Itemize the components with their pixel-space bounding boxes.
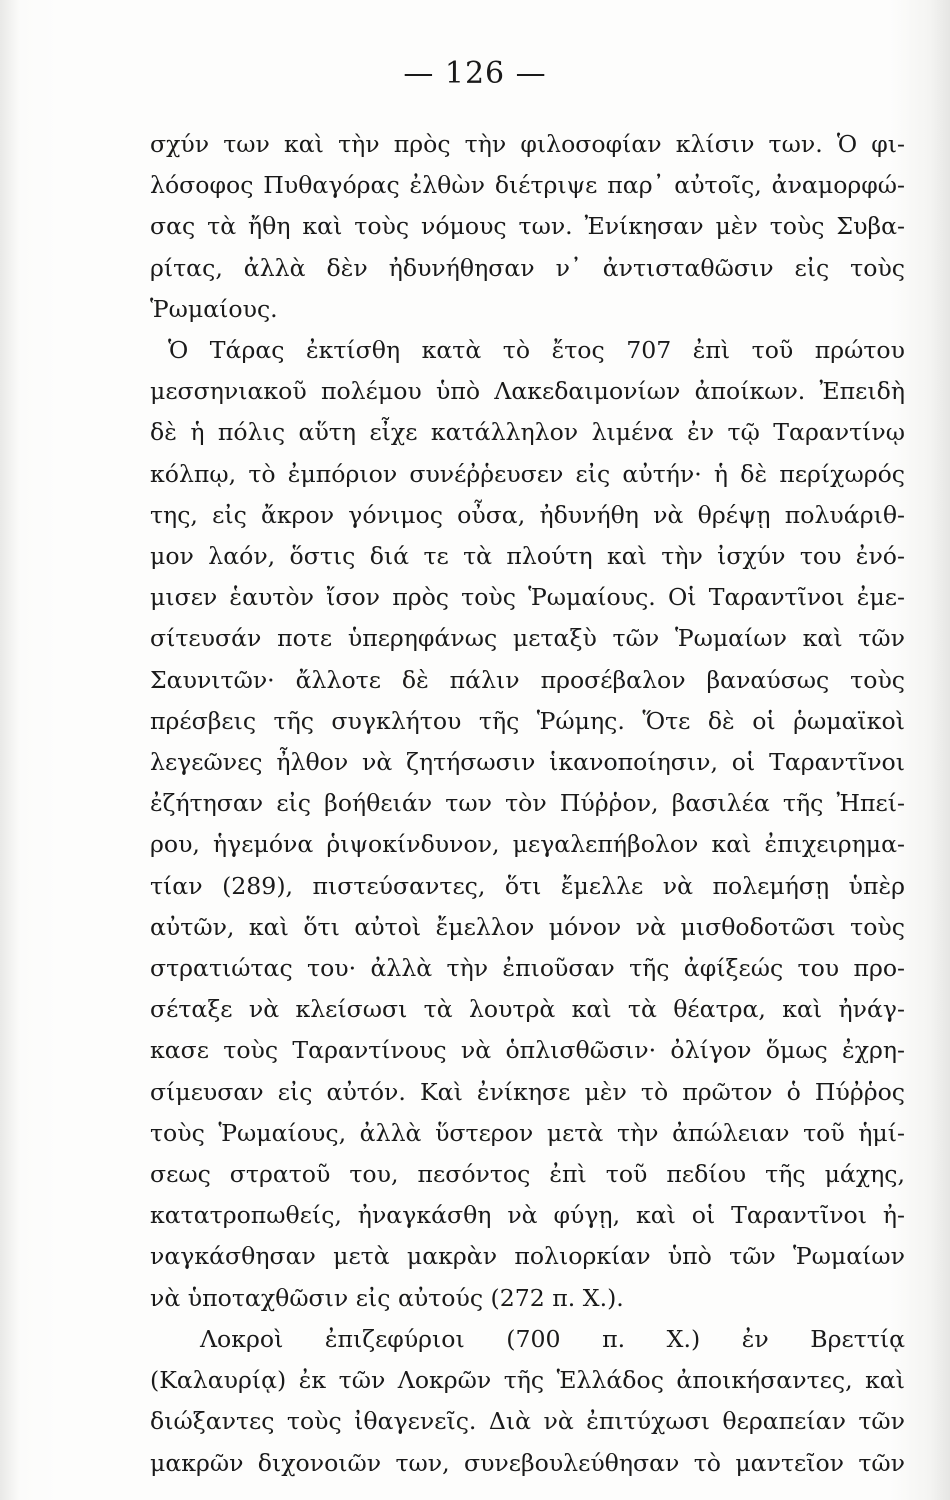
text-line: στρατιώτας του· ἀλλὰ τὴν ἐπιοῦσαν τῆς ἀφίξεώς του προ- [150, 954, 905, 983]
text-line: σας τὰ ἤθη καὶ τοὺς νόμους των. Ἐνίκησαν μὲν τοὺς Συβα- [150, 212, 905, 241]
text-line: Λοκροὶ ἐπιζεφύριοι (700 π. Χ.) ἐν Βρεττίᾳ [200, 1324, 905, 1353]
text-line: αὐτῶν, καὶ ὅτι αὐτοὶ ἔμελλον μόνον νὰ μισθοδοτῶσι τοὺς [150, 912, 905, 941]
text-line: διώξαντες τοὺς ἰθαγενεῖς. Διὰ νὰ ἐπιτύχωσι θεραπείαν τῶν [150, 1407, 905, 1436]
text-line: νὰ ὑποταχθῶσιν εἰς αὐτούς (272 π. Χ.). [150, 1283, 624, 1312]
text-line: της, εἰς ἄκρον γόνιμος οὖσα, ἠδυνήθη νὰ θρέψῃ πολυάριθ- [150, 500, 905, 529]
text-line: μεσσηνιακοῦ πολέμου ὑπὸ Λακεδαιμονίων ἀποίκων. Ἐπειδὴ [150, 377, 905, 406]
text-line: δὲ ἡ πόλις αὕτη εἶχε κατάλληλον λιμένα ἐν τῷ Ταραντίνῳ [150, 418, 905, 447]
text-line: σέταξε νὰ κλείσωσι τὰ λουτρὰ καὶ τὰ θέατρα, καὶ ἠνάγ- [150, 995, 905, 1024]
text-line: λεγεῶνες ἦλθον νὰ ζητήσωσιν ἱκανοποίησιν, οἱ Ταραντῖνοι [150, 748, 905, 777]
text-line: ρου, ἡγεμόνα ῥιψοκίνδυνον, μεγαλεπήβολον καὶ ἐπιχειρημα- [150, 830, 905, 859]
text-line: κόλπῳ, τὸ ἐμπόριον συνέῤῥευσεν εἰς αὐτήν· ἡ δὲ περίχωρός [150, 459, 905, 488]
text-line: Ὁ Τάρας ἐκτίσθη κατὰ τὸ ἔτος 707 ἐπὶ τοῦ πρώτου [168, 336, 905, 365]
text-line: πρέσβεις τῆς συγκλήτου τῆς Ῥώμης. Ὅτε δὲ οἱ ῥωμαϊκοὶ [150, 706, 905, 735]
text-line: ρίτας, ἀλλὰ δὲν ἠδυνήθησαν ν᾽ ἀντισταθῶσιν εἰς τοὺς [150, 253, 905, 282]
text-line: Σαυνιτῶν· ἄλλοτε δὲ πάλιν προσέβαλον βαναύσως τοὺς [150, 665, 905, 694]
text-line: τοὺς Ῥωμαίους, ἀλλὰ ὕστερον μετὰ τὴν ἀπώλειαν τοῦ ἡμί- [150, 1118, 905, 1147]
text-line: κασε τοὺς Ταραντίνους νὰ ὁπλισθῶσιν· ὀλίγον ὅμως ἐχρη- [150, 1036, 905, 1065]
text-line: ἐζήτησαν εἰς βοήθειάν των τὸν Πύῤῥον, βασιλέα τῆς Ἠπεί- [150, 789, 905, 818]
text-line: μον λαόν, ὅστις διά τε τὰ πλούτη καὶ τὴν ἰσχύν του ἐνό- [150, 542, 905, 571]
text-line: μακρῶν διχονοιῶν των, συνεβουλεύθησαν τὸ μαντεῖον τῶν [150, 1448, 905, 1477]
text-line: σχύν των καὶ τὴν πρὸς τὴν φιλοσοφίαν κλίσιν των. Ὁ φι- [150, 130, 905, 158]
text-line: σίμευσαν εἰς αὐτόν. Καὶ ἐνίκησε μὲν τὸ πρῶτον ὁ Πύῤῥος [150, 1077, 905, 1106]
text-line: μισεν ἑαυτὸν ἴσον πρὸς τοὺς Ῥωμαίους. Οἱ Ταραντῖνοι ἐμε- [150, 583, 905, 612]
text-line: Ῥωμαίους. [150, 294, 278, 323]
text-line: σεως στρατοῦ του, πεσόντος ἐπὶ τοῦ πεδίου τῆς μάχης, [150, 1160, 905, 1189]
text-line: τίαν (289), πιστεύσαντες, ὅτι ἔμελλε νὰ πολεμήσῃ ὑπὲρ [150, 871, 905, 900]
page-number: — 126 — [403, 56, 547, 91]
body-text [150, 124, 905, 1484]
text-line: λόσοφος Πυθαγόρας ἐλθὼν διέτριψε παρ᾽ αὐτοῖς, ἀναμορφώ- [150, 171, 905, 200]
text-line: (Καλαυρίᾳ) ἐκ τῶν Λοκρῶν τῆς Ἑλλάδος ἀποικήσαντες, καὶ [150, 1366, 905, 1395]
text-line: σίτευσάν ποτε ὑπερηφάνως μεταξὺ τῶν Ῥωμαίων καὶ τῶν [150, 624, 905, 653]
text-line: κατατροπωθείς, ἠναγκάσθη νὰ φύγῃ, καὶ οἱ Ταραντῖνοι ἠ- [150, 1201, 905, 1230]
text-line: ναγκάσθησαν μετὰ μακρὰν πολιορκίαν ὑπὸ τῶν Ῥωμαίων [150, 1242, 905, 1271]
